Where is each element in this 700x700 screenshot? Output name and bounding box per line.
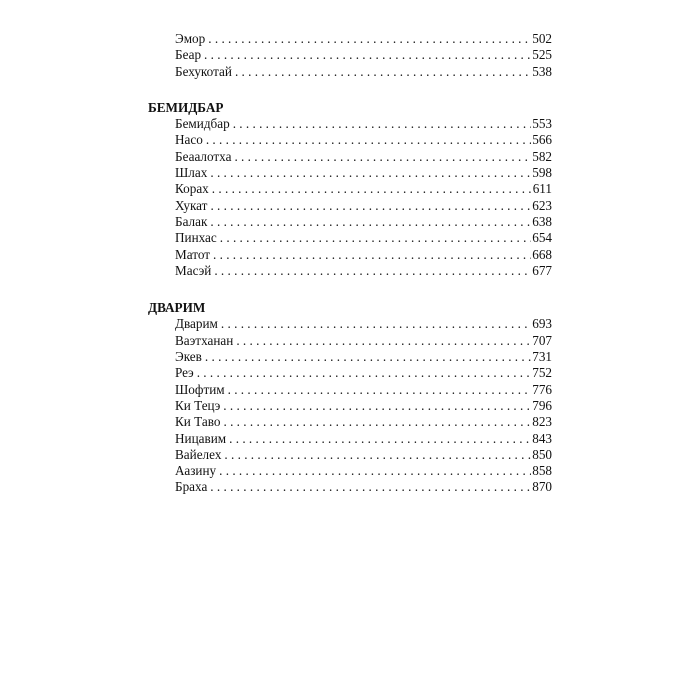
toc-entry-page: 582: [532, 148, 552, 164]
toc-entry: [175, 132, 552, 148]
dot-leader: [205, 349, 531, 365]
dot-leader: [220, 230, 531, 246]
section-heading: БЕМИДБАР: [148, 99, 224, 115]
toc-entry-title: Шлах: [175, 165, 208, 181]
toc-entry: [175, 463, 552, 479]
dot-leader: [208, 31, 531, 47]
toc-entry-title: Аазину: [175, 463, 217, 479]
toc-entry-title: Насо: [175, 132, 203, 148]
toc-entry-page: 731: [532, 349, 552, 365]
toc-entry-title: Вайелех: [175, 446, 222, 462]
toc-entry-title: Беаалотха: [175, 148, 232, 164]
toc-entry: [175, 64, 552, 80]
dot-leader: [219, 463, 531, 479]
toc-entry: [175, 47, 552, 63]
dot-leader: [212, 181, 532, 197]
toc-entry-page: 525: [532, 47, 552, 63]
toc-entry-title: Экев: [175, 349, 202, 365]
dot-leader: [213, 247, 531, 263]
toc-entry-title: Пинхас: [175, 230, 217, 246]
toc-entry: [175, 431, 552, 447]
toc-entry-page: 752: [532, 365, 552, 381]
toc-entry-title: Ки Таво: [175, 414, 221, 430]
toc-entry-page: 598: [532, 165, 552, 181]
dot-leader: [221, 316, 531, 332]
toc-entry-page: 502: [532, 31, 552, 46]
toc-entry-title: Беар: [175, 47, 202, 63]
dot-leader: [197, 365, 532, 381]
toc-entry-page: 638: [532, 213, 552, 229]
toc-entry: [175, 479, 552, 495]
toc-entry: [175, 316, 552, 332]
toc-entry-page: 538: [532, 63, 552, 79]
toc-entry-title: Масэй: [175, 262, 212, 278]
toc-entry: [175, 398, 552, 414]
dot-leader: [204, 47, 531, 63]
toc-entry-page: 553: [532, 116, 552, 132]
toc-entry: [175, 247, 552, 263]
dot-leader: [236, 333, 531, 349]
toc-group-continuation: [148, 31, 552, 80]
toc-entry: [175, 365, 552, 381]
toc-entry-page: 668: [532, 246, 552, 262]
toc-entry: [175, 31, 552, 47]
toc-entry: [175, 414, 552, 430]
toc-entry-page: 611: [532, 181, 552, 197]
dot-leader: [214, 263, 531, 279]
dot-leader: [228, 382, 532, 398]
toc-entry-title: Ки Тецэ: [175, 397, 221, 413]
toc-group-bemidbar: [148, 100, 552, 279]
toc-entry-title: Хукат: [175, 197, 208, 213]
section-heading: ДВАРИМ: [148, 300, 206, 316]
toc-entry-title: Браха: [175, 479, 208, 495]
toc-entry-title: Бемидбар: [175, 116, 230, 132]
dot-leader: [234, 149, 531, 165]
dot-leader: [235, 64, 531, 80]
toc-entry-page: 823: [532, 414, 552, 430]
dot-leader: [206, 132, 531, 148]
toc-entry-page: 693: [532, 316, 552, 332]
dot-leader: [210, 198, 531, 214]
toc-entry: [175, 382, 552, 398]
toc-entry-page: 677: [532, 262, 552, 278]
toc-entry: [175, 116, 552, 132]
toc-entry-page: 850: [532, 446, 552, 462]
toc-entry-title: Балак: [175, 213, 208, 229]
toc-entry-title: Ницавим: [175, 430, 227, 446]
toc-entry: [175, 214, 552, 230]
toc-entry-page: 654: [532, 230, 552, 246]
toc-entry-title: Реэ: [175, 365, 194, 381]
toc-entry-page: 843: [532, 430, 552, 446]
toc-entry: [175, 349, 552, 365]
dot-leader: [229, 431, 531, 447]
table-of-contents: [148, 31, 552, 496]
toc-entry-title: Матот: [175, 246, 211, 262]
toc-entry-page: 858: [532, 463, 552, 479]
toc-entry: [175, 181, 552, 197]
dot-leader: [223, 398, 531, 414]
toc-entry-title: Ваэтханан: [175, 332, 234, 348]
dot-leader: [210, 165, 531, 181]
dot-leader: [223, 414, 531, 430]
toc-group-dvarim: [148, 300, 552, 496]
toc-entry-page: 566: [532, 132, 552, 148]
toc-entry-page: 623: [532, 197, 552, 213]
toc-entry-title: Дварим: [175, 316, 218, 332]
toc-entry-page: 870: [532, 479, 552, 495]
toc-entry: [175, 447, 552, 463]
toc-entry: [175, 230, 552, 246]
toc-entry: [175, 263, 552, 279]
dot-leader: [233, 116, 532, 132]
toc-entry: [175, 198, 552, 214]
toc-entry-title: Бехукотай: [175, 63, 232, 79]
toc-entry-title: Корах: [175, 181, 209, 197]
toc-entry-page: 707: [532, 332, 552, 348]
toc-entry: [175, 149, 552, 165]
toc-entry-page: 776: [532, 381, 552, 397]
dot-leader: [210, 214, 531, 230]
toc-entry-page: 796: [532, 397, 552, 413]
dot-leader: [210, 479, 531, 495]
toc-entry-title: Шофтим: [175, 381, 225, 397]
toc-entry: [175, 165, 552, 181]
dot-leader: [224, 447, 531, 463]
toc-entry-title: Эмор: [175, 31, 206, 46]
toc-entry: [175, 333, 552, 349]
